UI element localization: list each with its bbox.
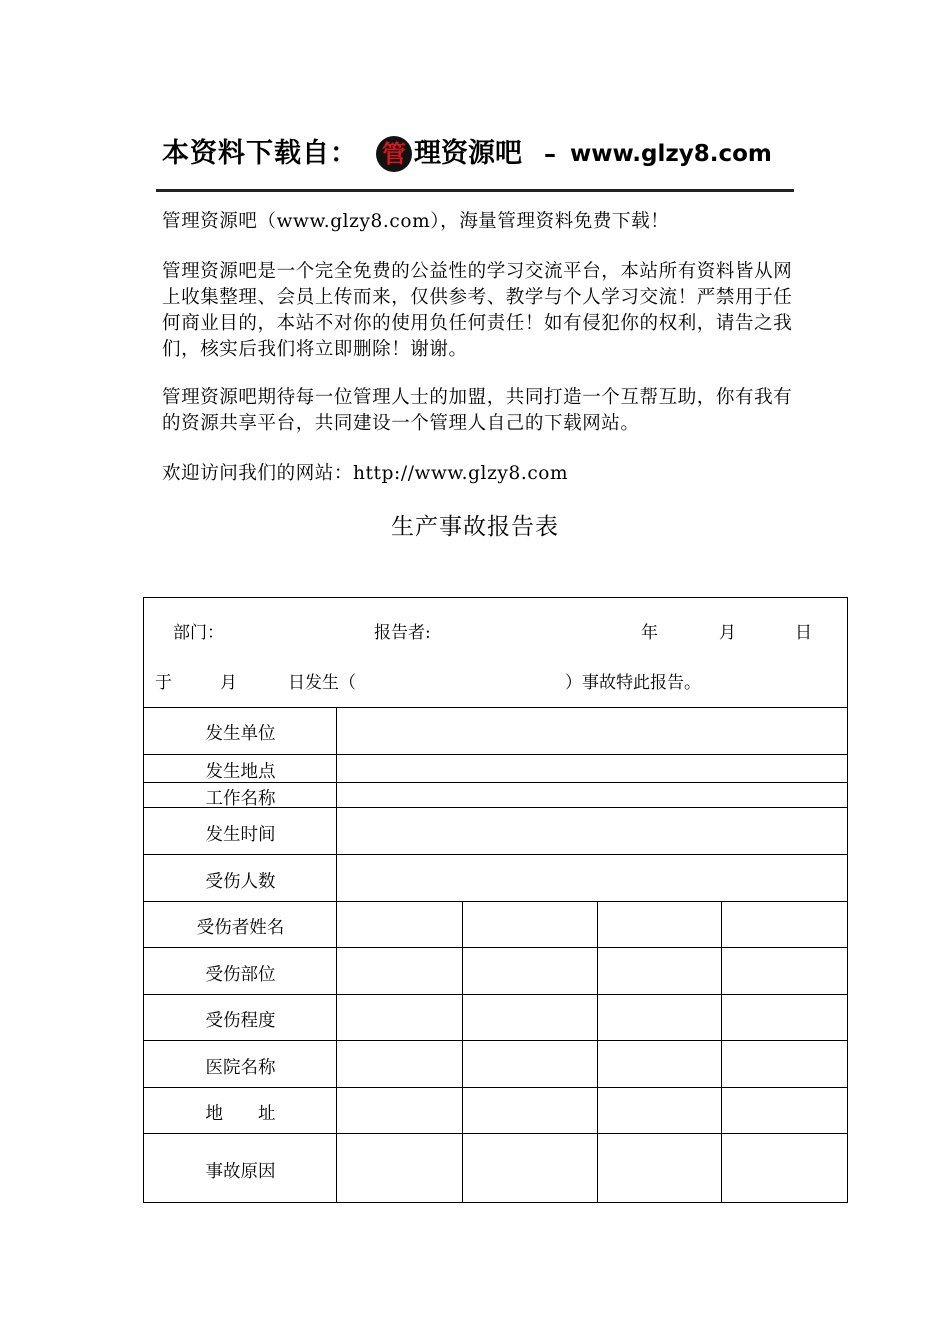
occur-yu-label: 于 [155,673,172,693]
banner-prefix: 本资料下载自： [162,138,358,169]
label-names: 受伤者姓名 [196,918,285,938]
row-divider [144,854,847,855]
row-divider [144,901,847,902]
label-unit: 发生单位 [205,724,276,744]
row-divider [144,1133,847,1134]
download-banner [156,130,796,190]
occur-end-label: ）事故特此报告。 [565,673,701,693]
year-label: 年 [641,623,658,643]
row-divider [144,707,847,708]
accident-report-form [143,597,848,1203]
reporter-label: 报告者: [374,623,431,643]
label-count: 受伤人数 [205,872,276,892]
label-work: 工作名称 [205,789,276,809]
occur-month-label: 月 [220,673,237,693]
label-cause: 事故原因 [205,1162,276,1182]
row-divider [144,1087,847,1088]
banner-site-name: 理资源吧 [414,138,522,169]
banner-separator: – [544,140,556,168]
label-part: 受伤部位 [205,965,276,985]
column-divider [462,901,463,1203]
day-label: 日 [795,623,812,643]
intro-paragraph-1: 管理资源吧（www.glzy8.com），海量管理资料免费下载！ [162,211,670,232]
row-divider [144,1040,847,1041]
banner-url: www.glzy8.com [570,141,772,167]
intro-paragraph-3: 管理资源吧期待每一位管理人士的加盟，共同打造一个互帮互助，你有我有的资源共享平台，共同建设一个管理人自己的下载网站。 [162,387,793,434]
label-place: 发生地点 [205,762,276,782]
intro-paragraph-4: 欢迎访问我们的网站：http://www.glzy8.com [162,463,569,484]
column-divider [721,901,722,1203]
row-divider [144,947,847,948]
page-title: 生产事故报告表 [391,514,559,540]
month-label: 月 [719,623,736,643]
occur-day-label: 日发生（ [288,673,356,693]
intro-paragraph-2: 管理资源吧是一个完全免费的公益性的学习交流平台，本站所有资料皆从网上收集整理、会员上传而来，仅供参考、教学与个人学习交流！严禁用于任何商业目的，本站不对你的使用负任何责任！如有侵犯你的权利，请告之我们，核实后我们将立即删除！谢谢。 [162,261,793,360]
label-address: 地 址 [205,1104,276,1124]
site-logo-icon: 管 [376,136,412,172]
dept-label: 部门： [173,623,224,643]
banner-divider [156,189,794,192]
row-divider [144,754,847,755]
label-degree: 受伤程度 [205,1011,276,1031]
label-time: 发生时间 [205,825,276,845]
column-divider [597,901,598,1203]
row-divider [144,994,847,995]
label-hospital: 医院名称 [205,1058,276,1078]
